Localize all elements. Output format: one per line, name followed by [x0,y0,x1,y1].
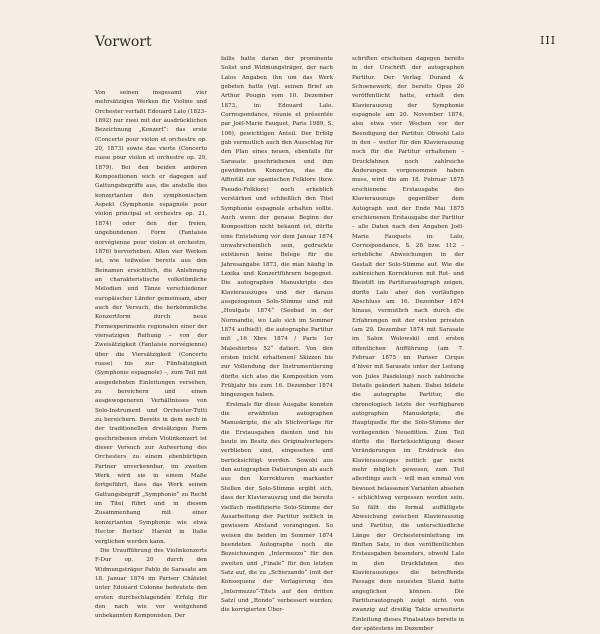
page-title: Vorwort [95,34,152,50]
paragraph: Erstmals für diese Ausgabe konnten die erwähnten autographen Manuskripte, die als Stichvorlage für die Erstausgaben dienten und bis heute im Besitz des Originalverlegers verblieben sind, eingesehen und berücksichtigt werden. Sowohl aus den autographen Datierungen als auch aus den Korrekturen markanter Stellen der Solo-Stimme ergibt sich, dass der Klavierauszug und die bereits vielfach modifizierte Solo-Stimme der Ausarbeitung der Partitur zeitlich in gewissem Abstand vorangingen. So weisen die beiden im Sommer 1874 beendeten Autographe noch die Bezeichnungen „Intermezzo“ für den zweiten und „Finale“ für den letzten Satz auf, die zu „Scherzando“ (mit der Konsequenz der Verlagerung des „Intermezzo“-Titels auf den dritten Satz) und „Rondo“ verbessert wurden; die korrigierten Über- [221,401,333,614]
paragraph: Von seinen insgesamt vier mehrsätzigen Werken für Violine und Orchester verfaßt Edouard Lalo (1823–1892) nur zwei mit der ausdrücklichen Bezeichnung „Konzert“: das erste (Concerto pour violon et orchestre op. 20, 1873) sowie das vierte (Concerto russe pour violon et orchestre op. 29, 1879). Bei den beiden anderen Kompositionen wich er dagegen auf Gattungsbegriffe aus, die anstelle des konzertanten den symphonischen Aspekt (Symphonie espagnole pour violon principal et orchestre op. 21, 1874) oder den der freien, ungebundenen Form (Fantaisie norvégienne pour violon et orchestre, 1876) hervorheben. Allen vier Werken ist, wie teilweise bereits aus den Beinamen ersichtlich, die Anlehnung an charakteristische volkstümliche Melodien und Tänze verschiedener europäischer Länder gemeinsam, aber auch der Versuch, die herkömmliche Konzertform durch neue Formexperimente regionalen einer der viersatzigen Reihung – von der Zweisätzigkeit (Fantaisie norvégienne) über die Viersätzigkeit (Concerto russe) bis zur Fünfsätzigkeit (Symphonie espagnole) –, zum Teil mit ausgedehnten Einleitungen versehen, zu bereichern und einen ausgewogeneren Verhältnisses von Solo-Instrument und Orchester-Tutti zu bereichern. Bereits in dem noch in der traditionellen dreisätzigen Form geschriebenen ersten Violinkonzert ist dieser Versuch zur Aufwertung des Orchesters zu einem ebenbürtigen Partner unverkennbar, im zweiten Werk wird sie in einem Maße fortgeführt, dass das Werk seinen Gattungsbegriff „Symphonie“ zu Recht im Titel führt und in diesem Zusammenhang mit einer konzertanten Symphonie wie etwa Hector Berlioz’ Harold in Italie verglichen werden kann. [95,90,207,545]
paragraph: schriften erscheinen dagegen bereits in der Urschrift der autographen Partitur. Der Verlag Durand & Schoenewerk, der bereits Opus 20 veröffentlicht hatte, erhielt den Klavierauszug der Symphonie espagnole am 20. November 1874, also etwa vier Wochen vor der Beendigung der Partitur. Obwohl Lalo in den – weiter für den Klavierauszug noch für die Partitur erhaltenen – Druckfahnen noch zahlreiche Änderungen vorgenommen haben muss, wird die am 18. Februar 1875 erschienene Erstausgabe des Klavierauszugs gegenüber dem Autograph und der Ende Mai 1875 erschienenen Erstausgabe der Partitur – alle Daten nach den Angaben Joël-Marie Fauquets in: Lalo, Correspondance, S. 28 bzw. 112 – erhebliche Abweichungen in der Gestalt der Solo-Stimme auf. Wie die zahlreichen Korrekturen mit Rot- und Bleistift im Partiturautograph zeigen, dürfte Lalo aber den vorläufigen Abschluss am 16. Dezember 1874 hinaus, vermutlich nach durch die Erfahrungen mit der ersten privaten (am 29. Dezember 1874 mit Sarasate im Salon Wolowski) und ersten öffentlichen Aufführung (am 7. Februar 1875 im Pariser Cirque d’hiver mit Sarasate unter der Leitung von Jules Pasdeloup) noch zahlreiche Details geändert haben. Dabei bildete die autographe Partitur, die chronologisch letzte der verfügbaren autographen Manuskripte, die Hauptquelle für die Solo-Stimme der vorliegenden Neuedition. Zum Teil dürfte die Berücksichtigung dieser Veränderungen im Erstdruck des Klavierauszuges zeitlich gar nicht mehr möglich gewesen, zum Teil allerdings auch – will man einmal von bewusst belassenen Varianten absehen – schlichtweg vergessen worden sein. So fällt die formal auffälligste Abweichung zwischen Klavierauszug und Partitur, die unterschiedliche Länge der Orchestereinleitung im fünften Satz, in den veröffentlichten Erstausgaben besonders, obwohl Lalo in den Druckfahnen des Klavierauszuges die betreffende Passage dem neuesten Stand hatte angeglichen können. Die Partiturautograph zeigt nicht von zwanzig auf dreißig Takte erweiterte Einleitung dieses Finalsatzes bereits in der spätestens im Dezember [352,56,464,632]
paragraph: Die Uraufführung des Violinkonzerts F-Dur op. 20 durch den Widmungsträger Pablo de Sarasate am 18. Januar 1874 im Pariser Châtelet unter Edouard Colonne bedeutete den ersten durchschlagenden Erfolg für den nach wie vor weitgehend unbekannten Komponisten. Der [95,547,207,620]
page-number: III [540,34,557,47]
paragraph: fallis hatte daran der prominente Solist und Widmungsträger, der nach Lalos Angaben ihn um das Werk gebeten hatte (vgl. seinen Brief an Arthur Pougin vom 10. Dezember 1873, in: Edouard Lalo. Correspondance, réunie et présentée par Joël-Marie Fauquet, Paris 1989, S. 106), gewichtigen Anteil. Der Erfolg gab vermutlich auch den Ausschlag für den Plan eines neuen, ebenfalls für Sarasate geschriebenen und ihm gewidmeten Konzertes, das die Affinität zur spanischen Folklore (bzw. Pseudo-Folklore) noch erheblich verstärken und schließlich den Titel Symphonie espagnole erhalten sollte. Auch wenn der genaue Beginn der Komposition nicht bekannt ist, dürfte eine Entstehung vor dem Januar 1874 unwahrscheinlich sein, gedruckte existieren keine Belege für die Jahresangabe 1873, die man häufig in Lexika und Konzertführern begegnet. Die autographen Manuskripte des Klavierauszuges und der daraus ausgezogenen Solo-Stimme sind mit „Houlgate 1874“ (Seebad in der Normandie, wo Lalo sich im Sommer 1874 aufhielt), die autographe Partitur mit „16 Xbre 1874 / Paris 1er Malesherbes 52“ datiert. Von den ersten (nicht erhaltenen) Skizzen bis zur Vollendung der Instrumentierung dürfte sich also die Komposition vom Frühjahr bis zum 16. Dezember 1874 hingezogen haben. [221,56,333,399]
text-column-3 [352,55,464,634]
text-column-1 [95,89,207,622]
text-column-2 [221,55,333,616]
